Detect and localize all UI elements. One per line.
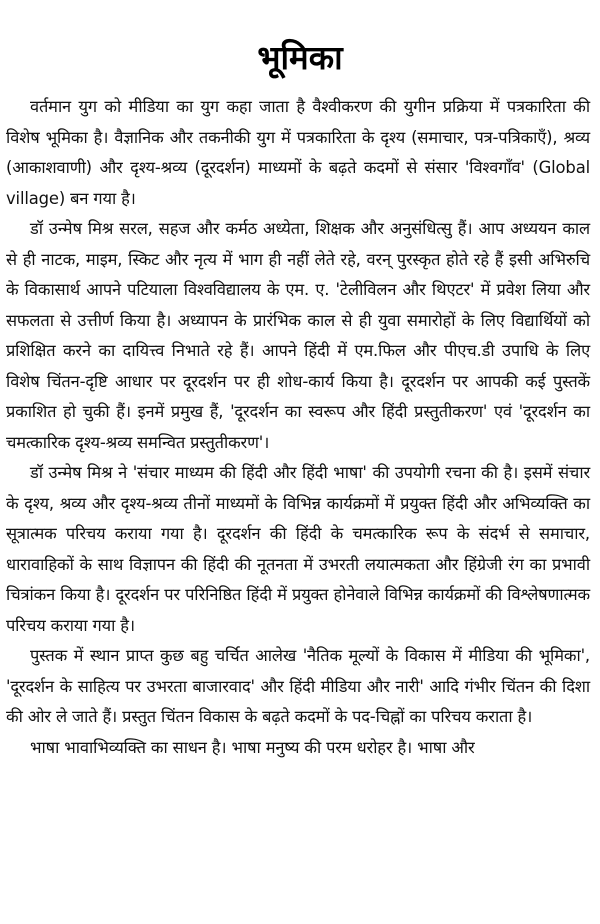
- page-body: [6, 92, 590, 763]
- paragraph: भाषा भावाभिव्यक्ति का साधन है। भाषा मनुष्य की परम धरोहर है। भाषा और: [30, 737, 475, 757]
- paragraph: डॉ उन्मेष मिश्र सरल, सहज और कर्मठ अध्येता, शिक्षक और अनुसंधित्सु हैं। आप अध्ययन काल से ही नाटक, माइम, स्किट और नृत्य में भाग ही नहीं लेते रहे, वरन् पुरस्कृत होते रहे हैं इसी अभिरुचि के विकासार्थ आपने पटियाला विश्वविद्यालय के एम. ए. 'टेलीविलन और थिएटर' में प्रवेश लिया और सफलता से उत्तीर्ण किया है। अध्यापन के प्रारंभिक काल से ही युवा समारोहों के लिए विद्यार्थियों को प्रशिक्षित करने का दायित्त्व निभाते रहे हैं। आपने हिंदी में एम.फिल और पीएच.डी उपाधि के लिए विशेष चिंतन-दृष्टि आधार पर दूरदर्शन पर ही शोध-कार्य किया है। दूरदर्शन पर आपकी कई पुस्तकें प्रकाशित हो चुकी हैं। इनमें प्रमुख हैं, 'दूरदर्शन का स्वरूप और हिंदी प्रस्तुतीकरण' एवं 'दूरदर्शन का चमत्कारिक दृश्य-श्रव्य समन्वित प्रस्तुतीकरण'।: [6, 219, 590, 452]
- page-title: भूमिका: [257, 38, 343, 77]
- paragraph: वर्तमान युग को मीडिया का युग कहा जाता है वैश्वीकरण की युगीन प्रक्रिया में पत्रकारिता की विशेष भूमिका है। वैज्ञानिक और तकनीकी युग में पत्रकारिता के दृश्य (समाचार, पत्र-पत्रिकाएँ), श्रव्य (आकाशवाणी) और दृश्य-श्रव्य (दूरदर्शन) माध्यमों के बढ़ते कदमों से संसार 'विश्वगाँव' (Global village) बन गया है।: [6, 97, 590, 208]
- paragraph: डॉ उन्मेष मिश्र ने 'संचार माध्यम की हिंदी और हिंदी भाषा' की उपयोगी रचना की है। इसमें संचार के दृश्य, श्रव्य और दृश्य-श्रव्य तीनों माध्यमों के विभिन्न कार्यक्रमों में प्रयुक्त हिंदी और अभिव्यक्ति का सूत्रात्मक परिचय कराया गया है। दूरदर्शन की हिंदी के चमत्कारिक रूप के संदर्भ से समाचार, धारावाहिकों के साथ विज्ञापन की हिंदी की नूतनता में उभरती लयात्मकता और हिंग्रेजी रंग का प्रभावी चित्रांकन किया है। दूरदर्शन पर परिनिष्ठित हिंदी में प्रयुक्त होनेवाले विभिन्न कार्यक्रमों की विश्लेषणात्मक परिचय कराया गया है।: [6, 463, 590, 635]
- paragraph: पुस्तक में स्थान प्राप्त कुछ बहु चर्चित आलेख 'नैतिक मूल्यों के विकास में मीडिया की भूमिका', 'दूरदर्शन के साहित्य पर उभरता बाजारवाद' और हिंदी मीडिया और नारी' आदि गंभीर चिंतन की दिशा की ओर ले जाते हैं। प्रस्तुत चिंतन विकास के बढ़ते कदमों के पद-चिह्नों का परिचय कराता है।: [6, 646, 590, 726]
